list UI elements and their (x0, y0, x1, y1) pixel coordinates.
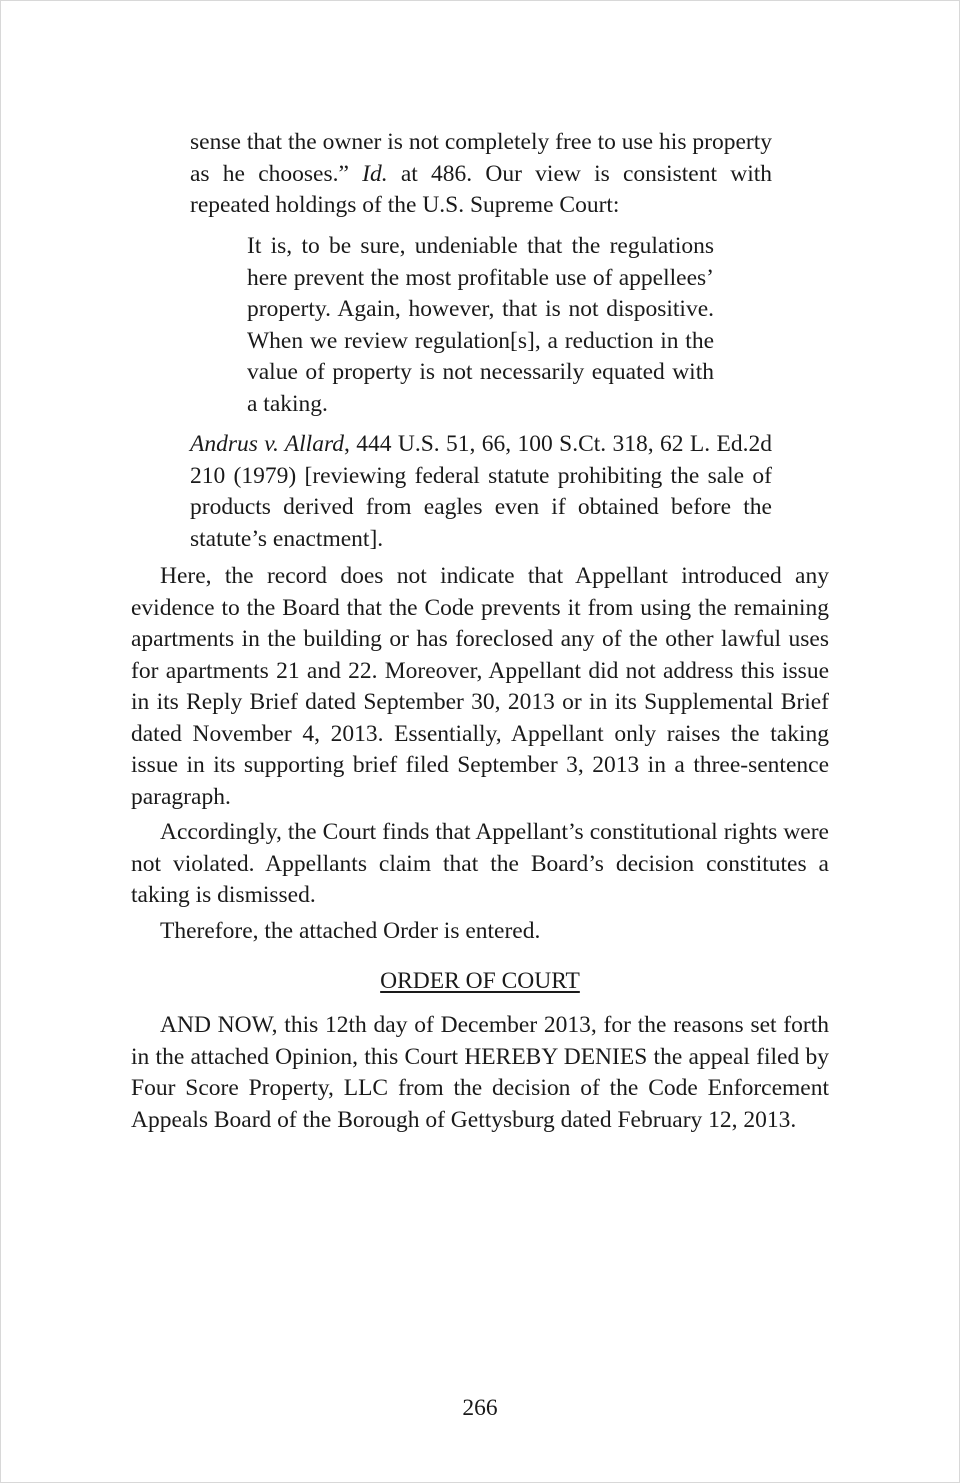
paragraph-record: Here, the record does not indicate that Appellant introduced any evidence to the Board that the Code prevents it from using the remaining apartments in the building or has foreclosed any of the other lawful uses for apartments 21 and 22. Moreover, Appellant did not address this issue in its Reply Brief dated September 30, 2013 or in its Supplemental Brief dated November 4, 2013. Essentially, Appellant only raises the taking issue in its supporting brief filed September 3, 2013 in a three-sentence paragraph. (131, 563, 829, 810)
order-paragraph: AND NOW, this 12th day of December 2013, for the reasons set forth in the attached Opinion, this Court HEREBY DENIES the appeal filed by Four Score Property, LLC from the decision of the Code Enforcement Appeals Board of the Borough of Gettysburg dated February 12, 2013. (131, 1012, 829, 1133)
main-text (131, 561, 829, 947)
id-citation: Id. (362, 160, 388, 187)
intro-text-2: at 486. Our view is consistent with repeated holdings of the U.S. Supreme Court: (190, 160, 772, 218)
intro-text-1: sense that the owner is not completely free to use his property as he chooses.” (190, 129, 772, 187)
order-heading (131, 966, 829, 998)
block-quote (247, 231, 714, 420)
citation-text: , 444 U.S. 51, 66, 100 S.Ct. 318, 62 L. Ed.2d 210 (1979) [reviewing federal statute prohibiting the sale of products derived from eagles even if obtained before the statute’s enactment]. (190, 431, 772, 552)
case-citation (190, 429, 772, 555)
paragraph-order-entered: Therefore, the attached Order is entered. (160, 917, 541, 944)
page-number: 266 (462, 1395, 498, 1421)
order-heading-text: ORDER OF COURT (380, 968, 580, 994)
intro-paragraph (190, 127, 772, 222)
order-block (131, 1010, 829, 1136)
paragraph-conclusion: Accordingly, the Court finds that Appellant’s constitutional rights were not violated. Appellants claim that the Board’s decision constitutes a taking is dismissed. (131, 819, 829, 908)
block-quote-text: It is, to be sure, undeniable that the regulations here prevent the most profitable use of appellees’ property. Again, however, that is not dispositive. When we review regulation[s], a reduction in the value of property is not necessarily equated with a taking. (247, 233, 714, 417)
case-name: Andrus v. Allard (190, 431, 344, 457)
